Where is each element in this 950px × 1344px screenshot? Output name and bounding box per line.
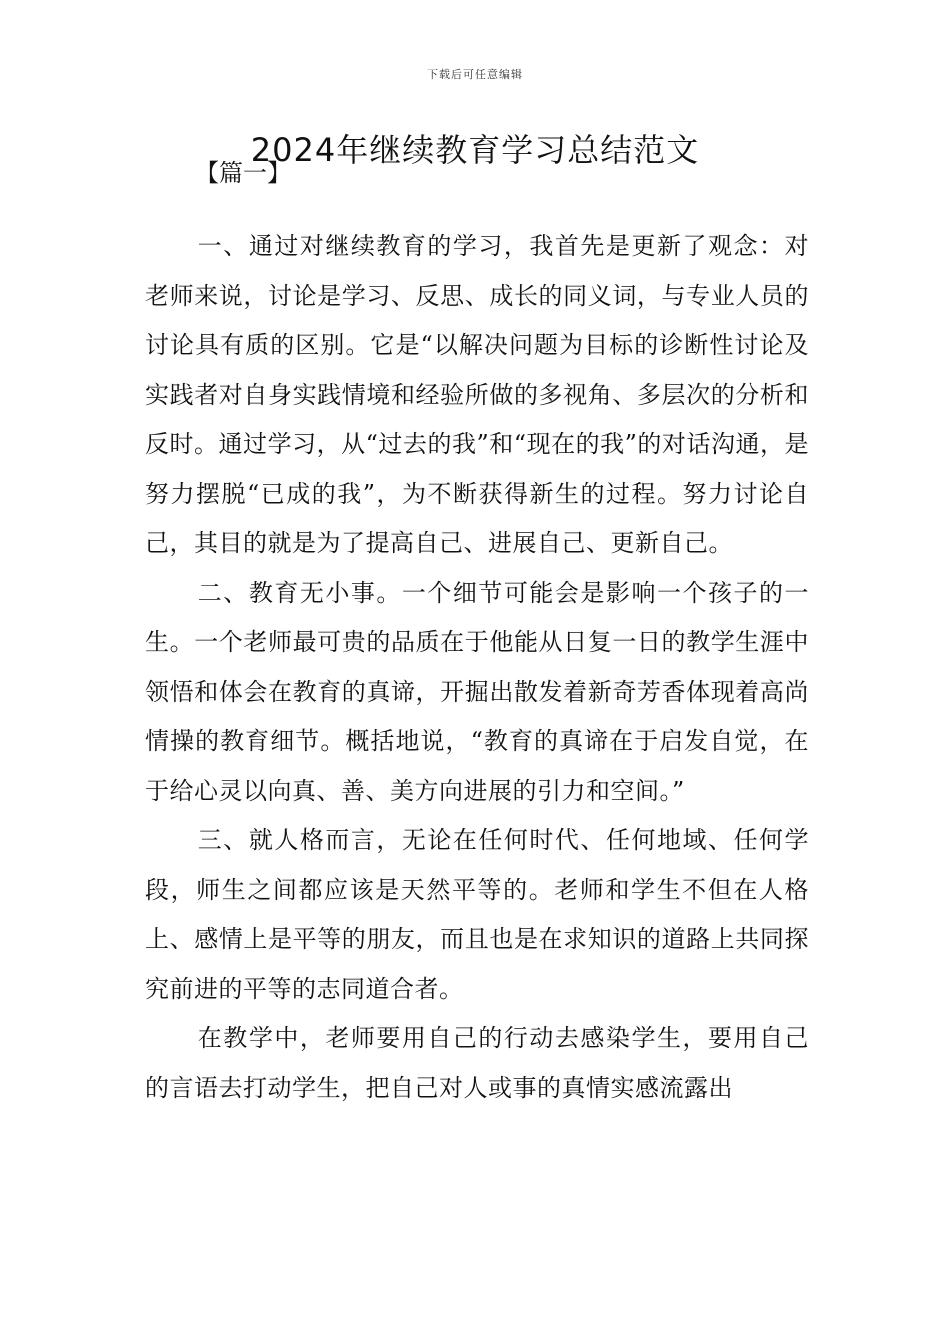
document-title: 2024年继续教育学习总结范文 [250,131,700,169]
document-body [145,222,809,1113]
paragraph: 二、教育无小事。一个细节可能会是影响一个孩子的一生。一个老师最可贵的品质在于他能从日复一日的教学生涯中领悟和体会在教育的真谛，开掘出散发着新奇芳香体现着高尚情操的教育细节。概括地说，“教育的真谛在于启发自觉，在于给心灵以向真、善、美方向进展的引力和空间。” [145,578,809,805]
paragraph: 三、就人格而言，无论在任何时代、任何地域、任何学段，师生之间都应该是天然平等的。老师和学生不但在人格上、感情上是平等的朋友，而且也是在求知识的道路上共同探究前进的平等的志同道合者。 [145,826,809,1003]
section-label: 【篇一】 [195,159,291,187]
header-note: 下载后可任意编辑 [427,68,523,81]
paragraph: 在教学中，老师要用自己的行动去感染学生，要用自己的言语去打动学生，把自己对人或事的真情实感流露出 [145,1024,809,1102]
paragraph: 一、通过对继续教育的学习，我首先是更新了观念：对老师来说，讨论是学习、反思、成长的同义词，与专业人员的讨论具有质的区别。它是“以解决问题为目标的诊断性讨论及实践者对自身实践情境和经验所做的多视角、多层次的分析和反时。通过学习，从“过去的我”和“现在的我”的对话沟通，是努力摆脱“已成的我”，为不断获得新生的过程。努力讨论自己，其目的就是为了提高自己、进展自己、更新自己。 [145,232,809,557]
